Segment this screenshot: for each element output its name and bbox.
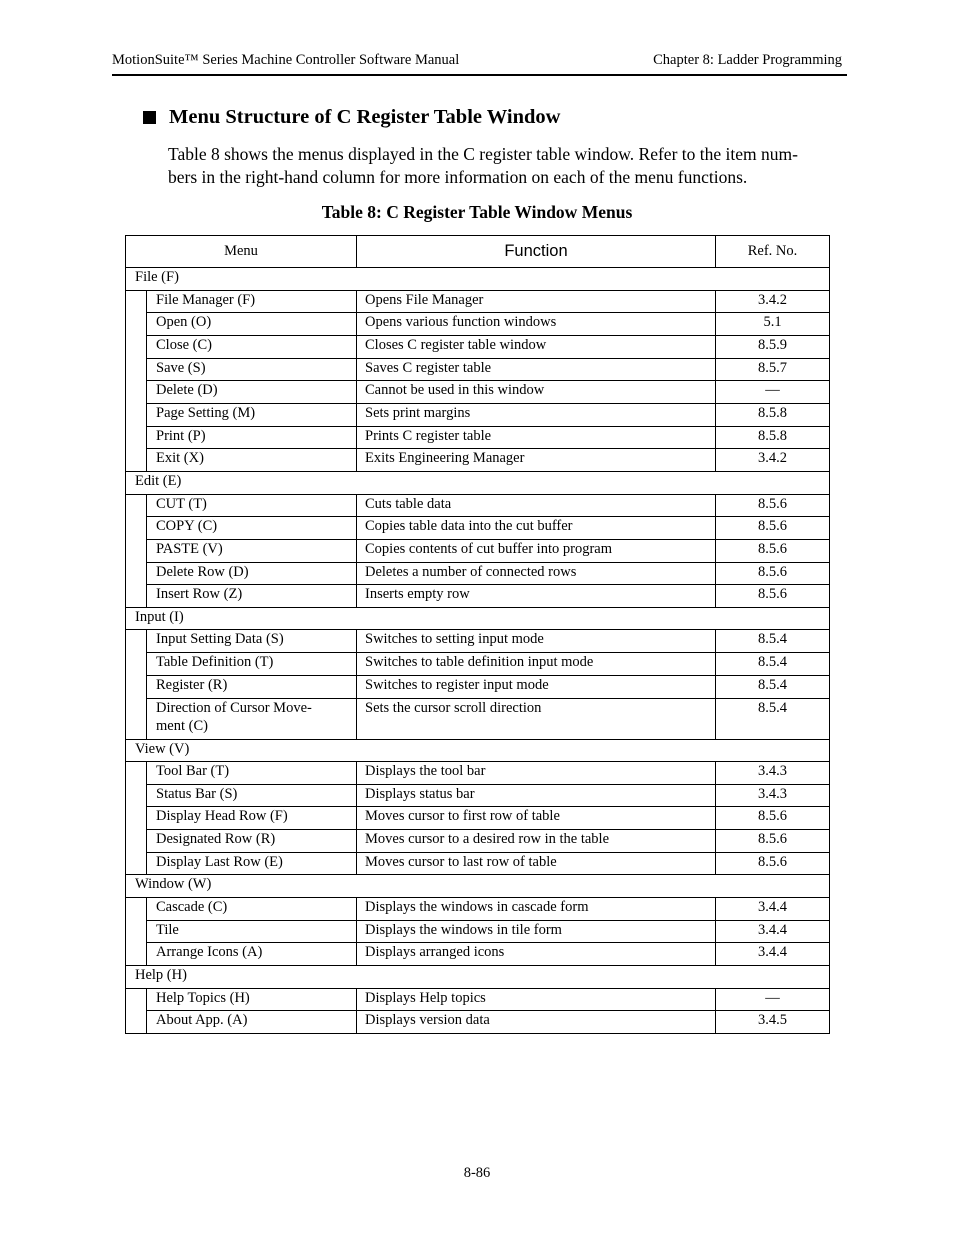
menu-item-cell bbox=[147, 358, 357, 381]
menu-item-label: Designated Row (R) bbox=[156, 831, 276, 848]
indent-cell bbox=[126, 675, 147, 698]
ref-number-cell: 8.5.9 bbox=[716, 335, 830, 358]
header-divider bbox=[112, 74, 847, 76]
table-row bbox=[126, 653, 830, 676]
menu-item-cell bbox=[147, 675, 357, 698]
ref-number-cell: 8.5.6 bbox=[716, 562, 830, 585]
ref-number-cell: 8.5.4 bbox=[716, 653, 830, 676]
menu-group-row bbox=[126, 739, 830, 762]
table-row bbox=[126, 494, 830, 517]
ref-number-cell: — bbox=[716, 381, 830, 404]
function-cell: Displays the tool bar bbox=[357, 762, 716, 785]
indent-cell bbox=[126, 313, 147, 336]
indent-cell bbox=[126, 852, 147, 875]
menu-item-cell bbox=[147, 313, 357, 336]
function-cell: Moves cursor to last row of table bbox=[357, 852, 716, 875]
menu-item-label: Input Setting Data (S) bbox=[156, 631, 284, 648]
table-row bbox=[126, 698, 830, 739]
menu-item-label: Delete (D) bbox=[156, 382, 218, 399]
menu-item-label: CUT (T) bbox=[156, 495, 207, 512]
menu-item-cell bbox=[147, 920, 357, 943]
table-row bbox=[126, 313, 830, 336]
menu-group-row bbox=[126, 268, 830, 291]
ref-number-cell: 5.1 bbox=[716, 313, 830, 336]
function-cell: Displays version data bbox=[357, 1011, 716, 1034]
function-cell: Exits Engineering Manager bbox=[357, 449, 716, 472]
menu-item-label: COPY (C) bbox=[156, 518, 218, 535]
function-cell: Copies contents of cut buffer into program bbox=[357, 539, 716, 562]
column-header-menu: Menu bbox=[126, 236, 357, 268]
table-row bbox=[126, 585, 830, 608]
ref-number-cell: 3.4.2 bbox=[716, 290, 830, 313]
menu-item-cell bbox=[147, 897, 357, 920]
menu-item-label: Arrange Icons (A) bbox=[156, 944, 263, 961]
indent-cell bbox=[126, 653, 147, 676]
indent-cell bbox=[126, 562, 147, 585]
indent-cell bbox=[126, 290, 147, 313]
table-row bbox=[126, 943, 830, 966]
indent-cell bbox=[126, 517, 147, 540]
menu-item-cell bbox=[147, 403, 357, 426]
table-header-row bbox=[126, 236, 830, 268]
indent-cell bbox=[126, 426, 147, 449]
table-row bbox=[126, 426, 830, 449]
indent-cell bbox=[126, 807, 147, 830]
indent-cell bbox=[126, 630, 147, 653]
table-row bbox=[126, 897, 830, 920]
menu-item-label: Save (S) bbox=[156, 359, 206, 376]
menu-item-cell bbox=[147, 698, 357, 739]
function-cell: Copies table data into the cut buffer bbox=[357, 517, 716, 540]
table-row bbox=[126, 539, 830, 562]
function-cell: Switches to table definition input mode bbox=[357, 653, 716, 676]
ref-number-cell: 8.5.4 bbox=[716, 698, 830, 739]
intro-paragraph bbox=[168, 143, 844, 189]
menu-item-label: Delete Row (D) bbox=[156, 563, 249, 580]
menu-table-body bbox=[126, 268, 830, 1034]
ref-number-cell: 8.5.6 bbox=[716, 517, 830, 540]
ref-number-cell: 8.5.6 bbox=[716, 830, 830, 853]
function-cell: Closes C register table window bbox=[357, 335, 716, 358]
menu-item-label: Tool Bar (T) bbox=[156, 763, 230, 779]
ref-number-cell: 8.5.6 bbox=[716, 539, 830, 562]
ref-number-cell: 8.5.8 bbox=[716, 403, 830, 426]
indent-cell bbox=[126, 449, 147, 472]
table-row bbox=[126, 290, 830, 313]
function-cell: Moves cursor to a desired row in the table bbox=[357, 830, 716, 853]
table-row bbox=[126, 403, 830, 426]
paragraph-line: bers in the right-hand column for more information on each of the menu functions. bbox=[168, 167, 748, 187]
function-cell: Sets print margins bbox=[357, 403, 716, 426]
header-chapter-title: Chapter 8: Ladder Programming bbox=[653, 52, 842, 68]
function-cell: Moves cursor to first row of table bbox=[357, 807, 716, 830]
indent-cell bbox=[126, 494, 147, 517]
indent-cell bbox=[126, 698, 147, 739]
menu-item-cell bbox=[147, 562, 357, 585]
ref-number-cell: 8.5.6 bbox=[716, 807, 830, 830]
ref-number-cell: 8.5.4 bbox=[716, 675, 830, 698]
table-caption bbox=[0, 202, 954, 223]
table-row bbox=[126, 807, 830, 830]
function-cell: Saves C register table bbox=[357, 358, 716, 381]
menu-item-cell bbox=[147, 517, 357, 540]
table-row bbox=[126, 852, 830, 875]
table-caption-text: Table 8: C Register Table Window Menus bbox=[321, 202, 633, 222]
table-row bbox=[126, 784, 830, 807]
ref-number-cell: — bbox=[716, 988, 830, 1011]
menu-item-cell bbox=[147, 381, 357, 404]
indent-cell bbox=[126, 335, 147, 358]
table-row bbox=[126, 562, 830, 585]
function-cell: Switches to setting input mode bbox=[357, 630, 716, 653]
menu-group-row bbox=[126, 607, 830, 630]
table-row bbox=[126, 358, 830, 381]
indent-cell bbox=[126, 1011, 147, 1034]
paragraph-line: Table 8 shows the menus displayed in the C register table window. Refer to the item num- bbox=[168, 144, 798, 164]
ref-number-cell: 3.4.3 bbox=[716, 784, 830, 807]
table-row bbox=[126, 920, 830, 943]
menu-item-cell bbox=[147, 539, 357, 562]
menu-item-cell bbox=[147, 807, 357, 830]
menu-item-cell bbox=[147, 852, 357, 875]
menu-item-label: PASTE (V) bbox=[156, 540, 223, 557]
menu-item-cell bbox=[147, 630, 357, 653]
table-row bbox=[126, 381, 830, 404]
menu-group-row bbox=[126, 472, 830, 495]
function-cell: Switches to register input mode bbox=[357, 675, 716, 698]
menu-item-cell bbox=[147, 943, 357, 966]
square-bullet-icon bbox=[143, 111, 156, 124]
menu-item-cell bbox=[147, 449, 357, 472]
menu-item-cell bbox=[147, 426, 357, 449]
menu-item-label: Print (P) bbox=[156, 427, 206, 444]
menu-group-name: Input (I) bbox=[126, 607, 830, 630]
indent-cell bbox=[126, 539, 147, 562]
menu-item-cell bbox=[147, 784, 357, 807]
menu-item-label: Open (O) bbox=[156, 314, 212, 331]
menu-item-label: Display Last Row (E) bbox=[156, 853, 283, 870]
menu-item-label: Table Definition (T) bbox=[156, 654, 274, 671]
ref-number-cell: 3.4.4 bbox=[716, 920, 830, 943]
table-row bbox=[126, 988, 830, 1011]
menu-item-cell bbox=[147, 762, 357, 785]
menu-group-row bbox=[126, 966, 830, 989]
function-cell: Inserts empty row bbox=[357, 585, 716, 608]
menu-item-cell bbox=[147, 290, 357, 313]
table-row bbox=[126, 630, 830, 653]
menu-group-name: View (V) bbox=[126, 739, 830, 762]
table-row bbox=[126, 762, 830, 785]
indent-cell bbox=[126, 988, 147, 1011]
menu-item-cell bbox=[147, 988, 357, 1011]
menu-group-name: Window (W) bbox=[126, 875, 830, 898]
indent-cell bbox=[126, 784, 147, 807]
indent-cell bbox=[126, 830, 147, 853]
function-cell: Deletes a number of connected rows bbox=[357, 562, 716, 585]
function-cell: Displays status bar bbox=[357, 784, 716, 807]
menu-item-label: Register (R) bbox=[156, 676, 228, 693]
indent-cell bbox=[126, 762, 147, 785]
menu-item-label: Tile bbox=[156, 921, 179, 938]
table-row bbox=[126, 449, 830, 472]
menu-item-label: Page Setting (M) bbox=[156, 404, 256, 421]
indent-cell bbox=[126, 897, 147, 920]
table-row bbox=[126, 1011, 830, 1034]
indent-cell bbox=[126, 358, 147, 381]
page-number: 8-86 bbox=[463, 1165, 491, 1181]
section-title: Menu Structure of C Register Table Window bbox=[169, 106, 561, 128]
ref-number-cell: 3.4.3 bbox=[716, 762, 830, 785]
ref-number-cell: 8.5.6 bbox=[716, 585, 830, 608]
menu-group-name: File (F) bbox=[126, 268, 830, 291]
menu-item-label: File Manager (F) bbox=[156, 291, 256, 308]
column-header-function: Function bbox=[357, 236, 716, 268]
menu-item-label: Display Head Row (F) bbox=[156, 808, 288, 825]
menu-item-label: Help Topics (H) bbox=[156, 989, 250, 1006]
ref-number-cell: 3.4.4 bbox=[716, 897, 830, 920]
menu-item-cell bbox=[147, 1011, 357, 1034]
indent-cell bbox=[126, 920, 147, 943]
menu-group-row bbox=[126, 875, 830, 898]
function-cell: Displays arranged icons bbox=[357, 943, 716, 966]
menu-item-label: Direction of Cursor Move- bbox=[156, 699, 312, 716]
function-cell: Displays Help topics bbox=[357, 988, 716, 1011]
ref-number-cell: 3.4.2 bbox=[716, 449, 830, 472]
ref-number-cell: 8.5.6 bbox=[716, 494, 830, 517]
function-cell: Sets the cursor scroll direction bbox=[357, 698, 716, 739]
menu-item-cell bbox=[147, 494, 357, 517]
ref-number-cell: 3.4.4 bbox=[716, 943, 830, 966]
menu-group-name: Help (H) bbox=[126, 966, 830, 989]
menu-item-label: Exit (X) bbox=[156, 450, 204, 467]
function-cell: Opens File Manager bbox=[357, 290, 716, 313]
menu-item-label: Insert Row (Z) bbox=[156, 586, 243, 603]
table-row bbox=[126, 517, 830, 540]
table-row bbox=[126, 675, 830, 698]
column-header-ref: Ref. No. bbox=[716, 236, 830, 268]
menu-item-cell bbox=[147, 830, 357, 853]
indent-cell bbox=[126, 381, 147, 404]
menu-item-label-continued: ment (C) bbox=[156, 717, 208, 734]
menu-group-name: Edit (E) bbox=[126, 472, 830, 495]
indent-cell bbox=[126, 943, 147, 966]
function-cell: Displays the windows in tile form bbox=[357, 920, 716, 943]
function-cell: Displays the windows in cascade form bbox=[357, 897, 716, 920]
function-cell: Prints C register table bbox=[357, 426, 716, 449]
header-manual-title: MotionSuite™ Series Machine Controller Software Manual bbox=[112, 52, 460, 68]
function-cell: Cannot be used in this window bbox=[357, 381, 716, 404]
menu-item-label: About App. (A) bbox=[156, 1012, 248, 1029]
ref-number-cell: 8.5.4 bbox=[716, 630, 830, 653]
menu-item-label: Cascade (C) bbox=[156, 898, 228, 915]
menu-item-cell bbox=[147, 335, 357, 358]
section-heading bbox=[143, 106, 560, 129]
ref-number-cell: 8.5.6 bbox=[716, 852, 830, 875]
indent-cell bbox=[126, 403, 147, 426]
ref-number-cell: 8.5.7 bbox=[716, 358, 830, 381]
menu-item-label: Close (C) bbox=[156, 336, 212, 353]
function-cell: Opens various function windows bbox=[357, 313, 716, 336]
table-row bbox=[126, 335, 830, 358]
table-row bbox=[126, 830, 830, 853]
menu-item-cell bbox=[147, 653, 357, 676]
ref-number-cell: 8.5.8 bbox=[716, 426, 830, 449]
menu-table bbox=[125, 235, 830, 1034]
indent-cell bbox=[126, 585, 147, 608]
function-cell: Cuts table data bbox=[357, 494, 716, 517]
ref-number-cell: 3.4.5 bbox=[716, 1011, 830, 1034]
menu-item-cell bbox=[147, 585, 357, 608]
menu-item-label: Status Bar (S) bbox=[156, 785, 238, 802]
